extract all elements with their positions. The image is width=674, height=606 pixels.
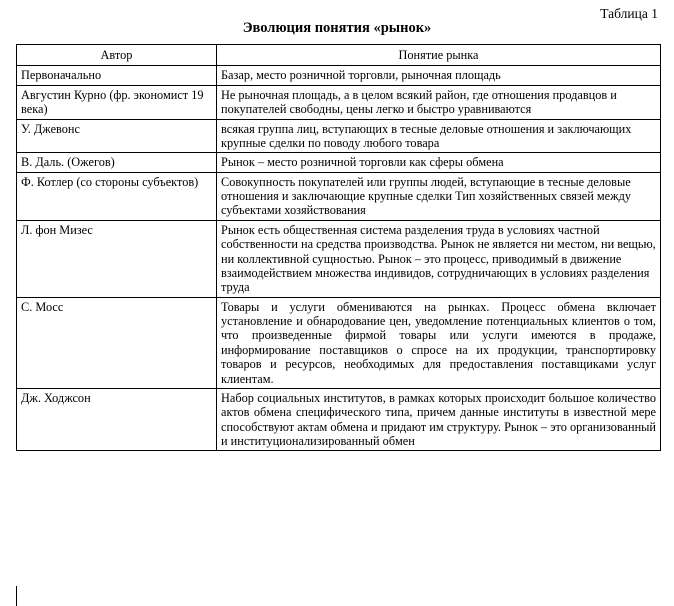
table-number-label: Таблица 1 — [600, 6, 658, 21]
cell-definition: Набор социальных институтов, в рамках которых происходит большое количество актов обмена специфического типа, причем данные институты в известной мере способствуют актам обмена и придают им структуру. Рынок – это организованный и институционализированный обмен — [217, 388, 661, 451]
cell-definition: Совокупность покупателей или группы людей, вступающие в тесные деловые отношения и заключающие крупные сделки Тип хозяйственных связей между субъектами хозяйствования — [217, 172, 661, 220]
table-row — [17, 119, 661, 153]
cell-author: У. Джевонс — [17, 119, 217, 153]
cell-definition: Товары и услуги обмениваются на рынках. Процесс обмена включает установление и обнародование цен, уведомление потенциальных клиентов о том, что произведенные фирмой товары или услуги имеются в продаже, информирование поставщиков о спросе на их продукции, транспортировку товаров и ресурсов, необходимых для предоставления поставщиками услуг клиентам. — [217, 297, 661, 388]
cell-author: С. Мосс — [17, 297, 217, 388]
cell-definition: Не рыночная площадь, а в целом всякий район, где отношения продавцов и покупателей свободны, цены легко и быстро уравниваются — [217, 85, 661, 119]
table-row — [17, 297, 661, 388]
left-margin-rule — [16, 586, 17, 606]
table-row — [17, 220, 661, 297]
column-header-definition: Понятие рынка — [217, 45, 661, 66]
cell-author: В. Даль. (Ожегов) — [17, 153, 217, 172]
cell-definition: Рынок – место розничной торговли как сферы обмена — [217, 153, 661, 172]
concept-evolution-table — [16, 44, 661, 451]
table-header-row — [17, 45, 661, 66]
table-row — [17, 153, 661, 172]
cell-author: Дж. Ходжсон — [17, 388, 217, 451]
page-title: Эволюция понятия «рынок» — [242, 20, 432, 36]
cell-author: Ф. Котлер (со стороны субъектов) — [17, 172, 217, 220]
table-row — [17, 66, 661, 85]
table-body — [17, 66, 661, 451]
cell-definition: всякая группа лиц, вступающих в тесные деловые отношения и заключающих крупные сделки по поводу любого товара — [217, 119, 661, 153]
column-header-author: Автор — [17, 45, 217, 66]
cell-definition: Базар, место розничной торговли, рыночная площадь — [217, 66, 661, 85]
cell-author: Августин Курно (фр. экономист 19 века) — [17, 85, 217, 119]
table-row — [17, 172, 661, 220]
cell-author: Первоначально — [17, 66, 217, 85]
cell-author: Л. фон Мизес — [17, 220, 217, 297]
table-row — [17, 85, 661, 119]
cell-definition: Рынок есть общественная система разделения труда в условиях частной собственности на средства производства. Рынок не является ни местом, ни вещью, ни коллективной сущностью. Рынок – это процесс, приводимый в движение взаимодействием множества индивидов, сотрудничающих в условиях разделения труда — [217, 220, 661, 297]
table-row — [17, 388, 661, 451]
